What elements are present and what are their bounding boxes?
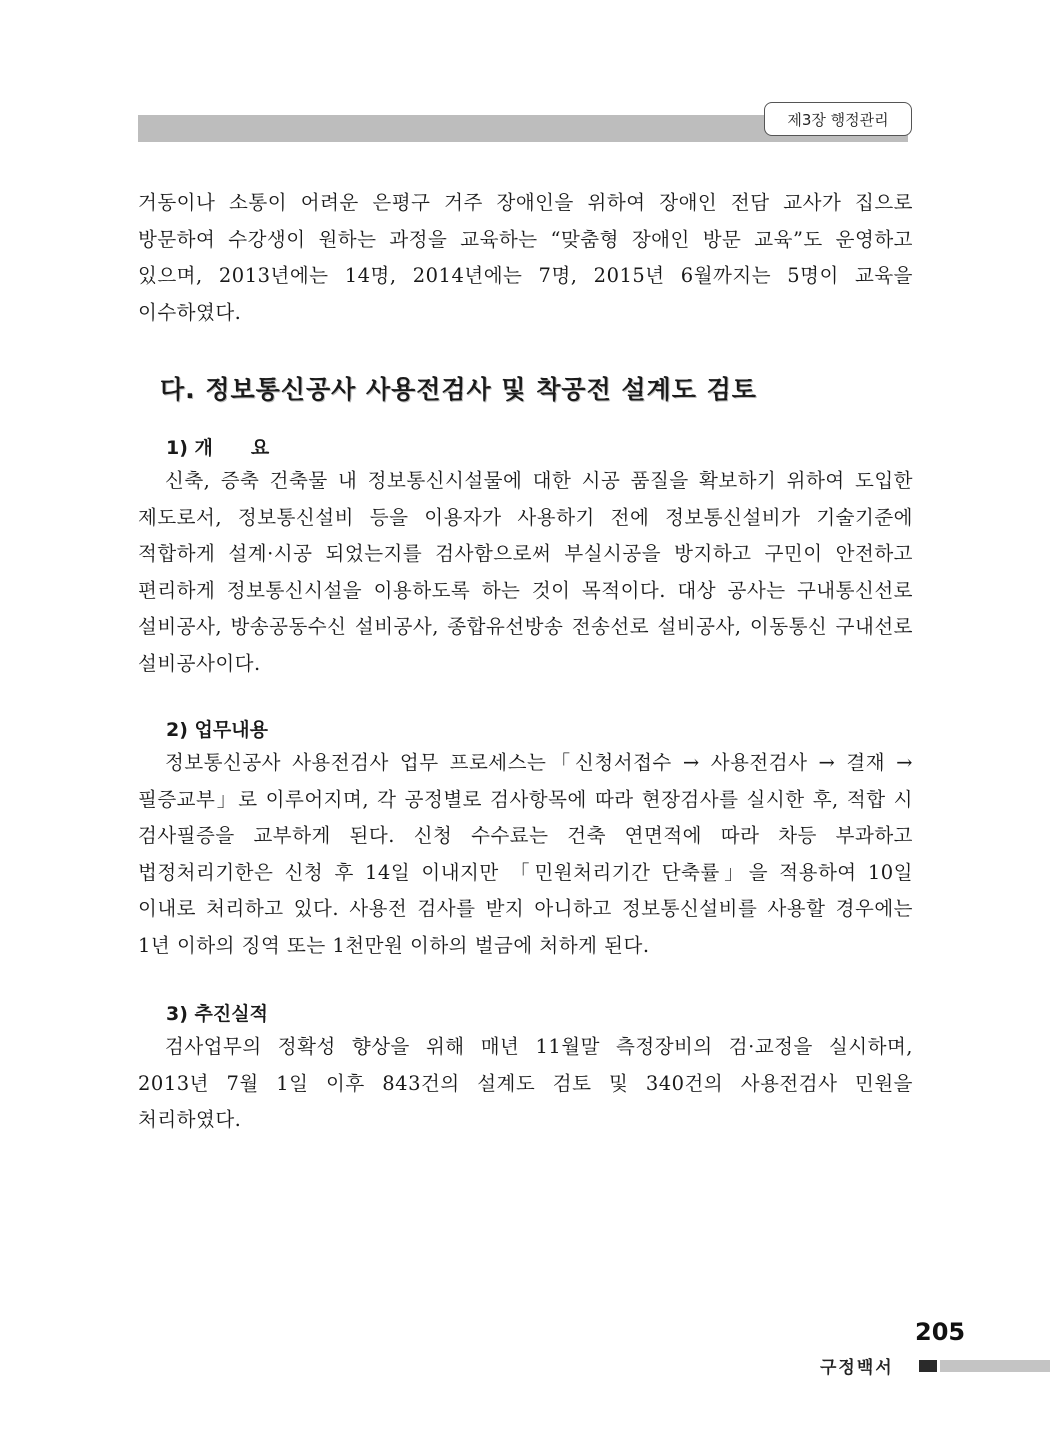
footer-bar bbox=[940, 1360, 1050, 1372]
subsection-heading: 1) 개 요 bbox=[166, 437, 270, 459]
subsection-text: 검사업무의 정확성 향상을 위해 매년 11월말 측정장비의 검·교정을 실시하며, 2013년 7월 1일 이후 843건의 설계도 검토 및 340건의 사용전검사 민원을 처리하였다. bbox=[138, 1035, 913, 1131]
intro-paragraph: 거동이나 소통이 어려운 은평구 거주 장애인을 위하여 장애인 전담 교사가 집으로 방문하여 수강생이 원하는 과정을 교육하는 “맞춤형 장애인 방문 교육”도 운영하고 있으며, 2013년에는 14명, 2014년에는 7명, 2015년 6월까지는 5명이 교육을 이수하였다. bbox=[138, 191, 913, 324]
subsection-heading: 3) 추진실적 bbox=[166, 1003, 268, 1025]
section-title: 다. 정보통신공사 사용전검사 및 착공전 설계도 검토 bbox=[160, 375, 757, 404]
subsection-results bbox=[138, 999, 913, 1139]
subsection-text: 신축, 증축 건축물 내 정보통신시설물에 대한 시공 품질을 확보하기 위하여 도입한 제도로서, 정보통신설비 등을 이용자가 사용하기 전에 정보통신설비가 기술기준에 적합하게 설계·시공 되었는지를 검사함으로써 부실시공을 방지하고 구민이 안전하고 편리하게 정보통신시설을 이용하도록 하는 것이 목적이다. 대상 공사는 구내통신선로 설비공사, 방송공동수신 설비공사, 종합유선방송 전송선로 설비공사, 이동통신 구내선로 설비공사이다. bbox=[138, 469, 913, 675]
subsection-work bbox=[138, 715, 913, 964]
page-content bbox=[138, 185, 913, 1139]
subsection-heading: 2) 업무내용 bbox=[166, 719, 268, 741]
subsection-text: 정보통신공사 사용전검사 업무 프로세스는「신청서접수 → 사용전검사 → 결재 → 필증교부」로 이루어지며, 각 공정별로 검사항목에 따라 현장검사를 실시한 후, 적합 시 검사필증을 교부하게 된다. 신청 수수료는 건축 연면적에 따라 차등 부과하고 법정처리기한은 신청 후 14일 이내지만 「민원처리기간 단축률」을 적용하여 10일 이내로 처리하고 있다. 사용전 검사를 받지 아니하고 정보통신설비를 사용할 경우에는 1년 이하의 징역 또는 1천만원 이하의 벌금에 처하게 된다. bbox=[138, 751, 913, 957]
book-title: 구정백서 bbox=[820, 1358, 894, 1378]
page-number: 205 bbox=[915, 1318, 966, 1346]
footer-marker bbox=[919, 1360, 937, 1372]
chapter-label: 제3장 행정관리 bbox=[764, 102, 912, 136]
subsection-overview bbox=[138, 433, 913, 682]
